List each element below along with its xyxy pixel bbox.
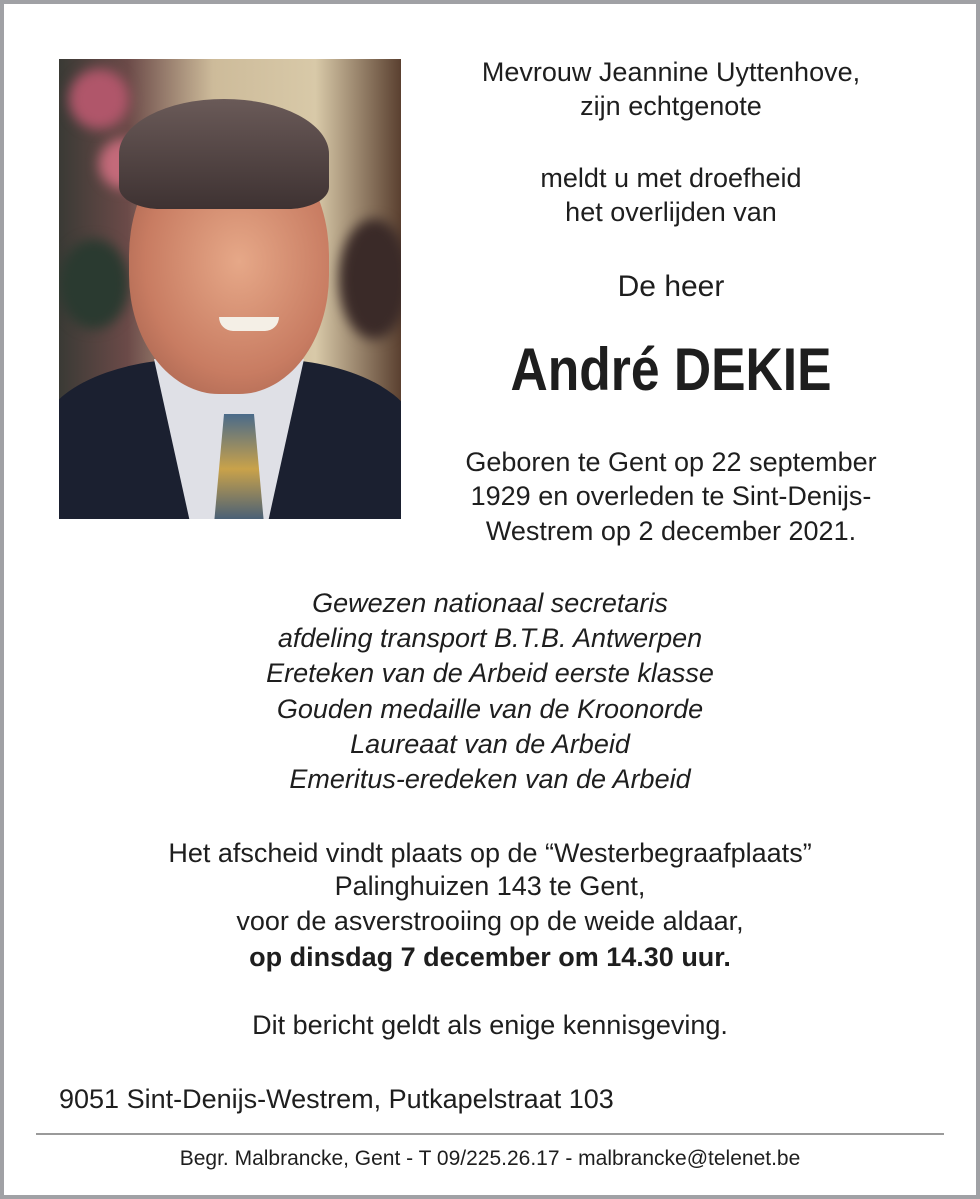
honor-line: Laureaat van de Arbeid xyxy=(350,729,630,759)
notice-text: Dit bericht geldt als enige kennisgeving. xyxy=(252,1010,728,1040)
family-address: 9051 Sint-Denijs-Westrem, Putkapelstraat 103 xyxy=(59,1084,614,1114)
birth-death-line: Westrem op 2 december 2021. xyxy=(485,516,857,546)
spouse-relation: zijn echtgenote xyxy=(580,91,762,121)
ceremony-line: voor de asverstrooiing op de weide aldaar, xyxy=(236,906,744,936)
salutation: De heer xyxy=(617,270,725,303)
photo-bokeh xyxy=(339,219,401,339)
ceremony-line: Palinghuizen 143 te Gent, xyxy=(334,871,646,901)
deceased-name: André DEKIE xyxy=(510,336,832,403)
announcement-line-2: het overlijden van xyxy=(565,197,777,227)
honor-line: afdeling transport B.T.B. Antwerpen xyxy=(277,623,703,653)
photo-bokeh xyxy=(59,239,129,329)
ceremony-datetime: op dinsdag 7 december om 14.30 uur. xyxy=(249,942,731,972)
photo-smile xyxy=(219,317,279,331)
photo-hair xyxy=(119,99,329,209)
announcement-line-1: meldt u met droefheid xyxy=(540,163,802,193)
honor-line: Emeritus-eredeken van de Arbeid xyxy=(289,764,691,794)
funeral-director-footer: Begr. Malbrancke, Gent - T 09/225.26.17 - malbrancke@telenet.be xyxy=(179,1147,801,1170)
divider xyxy=(36,1133,944,1135)
photo-bokeh xyxy=(69,69,129,129)
birth-death-line: Geboren te Gent op 22 september xyxy=(465,447,877,477)
spouse-name: Mevrouw Jeannine Uyttenhove, xyxy=(481,57,861,87)
portrait-photo xyxy=(59,59,401,519)
honor-line: Gewezen nationaal secretaris xyxy=(312,588,668,618)
ceremony-line: Het afscheid vindt plaats op de “Westerbegraafplaats” xyxy=(168,838,812,868)
birth-death-line: 1929 en overleden te Sint-Denijs- xyxy=(470,481,872,511)
honor-line: Ereteken van de Arbeid eerste klasse xyxy=(266,658,714,688)
honor-line: Gouden medaille van de Kroonorde xyxy=(276,694,704,724)
